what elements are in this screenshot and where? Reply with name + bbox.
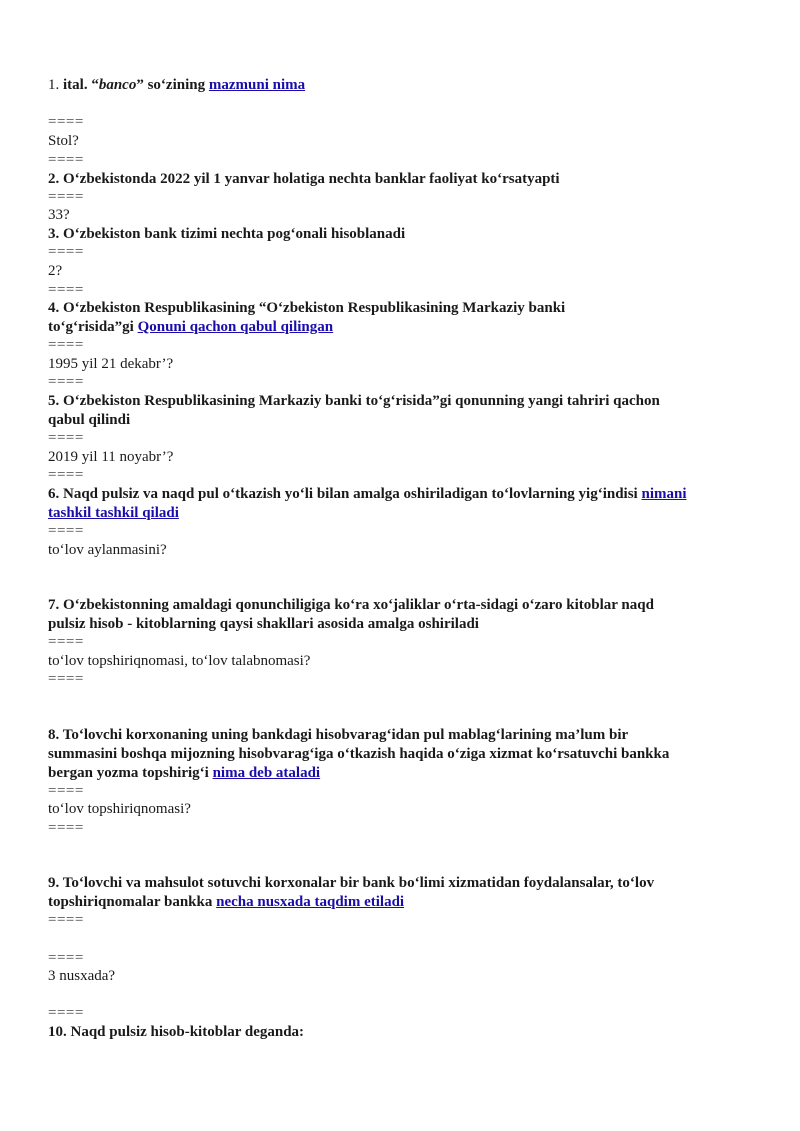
answer-8: to‘lov topshiriqnomasi? bbox=[48, 801, 191, 817]
question-link[interactable]: nimani bbox=[641, 486, 687, 502]
answer-6: to‘lov aylanmasini? bbox=[48, 542, 167, 558]
question-text: ital. “banco” so‘zining bbox=[63, 77, 209, 93]
question-10: 10. Naqd pulsiz hisob-kitoblar deganda: bbox=[48, 1024, 305, 1040]
question-6-line-2 bbox=[48, 504, 179, 523]
question-7-line-1: 7. O‘zbekistonning amaldagi qonunchiligiga ko‘ra xo‘jaliklar o‘rta-sidagi o‘zaro kitoblar naqd bbox=[48, 597, 654, 613]
separator: ==== bbox=[48, 282, 84, 298]
separator: ==== bbox=[48, 634, 84, 650]
question-link[interactable]: mazmuni nima bbox=[208, 77, 306, 93]
question-number: 1. bbox=[48, 77, 60, 93]
separator: ==== bbox=[48, 189, 84, 205]
separator: ==== bbox=[48, 820, 84, 836]
separator: ==== bbox=[48, 912, 84, 928]
question-5-line-1: 5. O‘zbekiston Respublikasining Markaziy banki to‘g‘risida”gi qonunning yangi tahriri qachon bbox=[48, 393, 660, 409]
question-1 bbox=[48, 76, 305, 95]
separator: ==== bbox=[48, 523, 84, 539]
separator: ==== bbox=[48, 152, 84, 168]
answer-2: 33? bbox=[48, 207, 70, 223]
separator: ==== bbox=[48, 783, 84, 799]
question-8-line-3: bergan yozma topshirig‘i nima deb ataladi bbox=[48, 765, 321, 781]
separator: ==== bbox=[48, 374, 84, 390]
question-link[interactable]: necha nusxada taqdim etiladi bbox=[216, 894, 405, 910]
question-6-line-1: 6. Naqd pulsiz va naqd pul o‘tkazish yo‘li bilan amalga oshiriladigan to‘lovlarning yig‘indisi nimani bbox=[48, 486, 687, 502]
separator: ==== bbox=[48, 1005, 84, 1021]
question-5-line-2: qabul qilindi bbox=[48, 412, 131, 428]
question-2: 2. O‘zbekistonda 2022 yil 1 yanvar holatiga nechta banklar faoliyat ko‘rsatyapti bbox=[48, 171, 560, 187]
question-link[interactable]: Qonuni qachon qabul qilingan bbox=[137, 319, 334, 335]
question-8-line-1: 8. To‘lovchi korxonaning uning bankdagi hisobvarag‘idan pul mablag‘larining ma’lum bir bbox=[48, 727, 629, 743]
question-4-line-2: to‘g‘risida”gi Qonuni qachon qabul qilingan bbox=[48, 319, 334, 335]
separator: ==== bbox=[48, 337, 84, 353]
separator: ==== bbox=[48, 430, 84, 446]
answer-4: 1995 yil 21 dekabr’? bbox=[48, 356, 174, 372]
question-8-line-2: summasini boshqa mijozning hisobvarag‘iga o‘tkazish haqida o‘ziga xizmat ko‘rsatuvchi bankka bbox=[48, 746, 670, 762]
question-9-line-1: 9. To‘lovchi va mahsulot sotuvchi korxonalar bir bank bo‘limi xizmatidan foydalansalar, to‘lov bbox=[48, 875, 655, 891]
question-link[interactable]: nima deb ataladi bbox=[212, 765, 321, 781]
separator: ==== bbox=[48, 671, 84, 687]
separator: ==== bbox=[48, 244, 84, 260]
question-4-line-1: 4. O‘zbekiston Respublikasining “O‘zbekiston Respublikasining Markaziy banki bbox=[48, 300, 566, 316]
answer-7: to‘lov topshiriqnomasi, to‘lov talabnomasi? bbox=[48, 653, 311, 669]
question-3: 3. O‘zbekiston bank tizimi nechta pog‘onali hisoblanadi bbox=[48, 226, 406, 242]
answer-5: 2019 yil 11 noyabr’? bbox=[48, 449, 174, 465]
separator: ==== bbox=[48, 114, 84, 130]
separator: ==== bbox=[48, 950, 84, 966]
question-link[interactable]: tashkil tashkil qiladi bbox=[48, 505, 179, 521]
question-7-line-2: pulsiz hisob - kitoblarning qaysi shakllari asosida amalga oshiriladi bbox=[48, 616, 479, 632]
answer-3: 2? bbox=[48, 263, 63, 279]
question-9-line-2: topshiriqnomalar bankka necha nusxada taqdim etiladi bbox=[48, 894, 405, 910]
answer-9: 3 nusxada? bbox=[48, 968, 116, 984]
separator: ==== bbox=[48, 467, 84, 483]
answer-1: Stol? bbox=[48, 133, 79, 149]
